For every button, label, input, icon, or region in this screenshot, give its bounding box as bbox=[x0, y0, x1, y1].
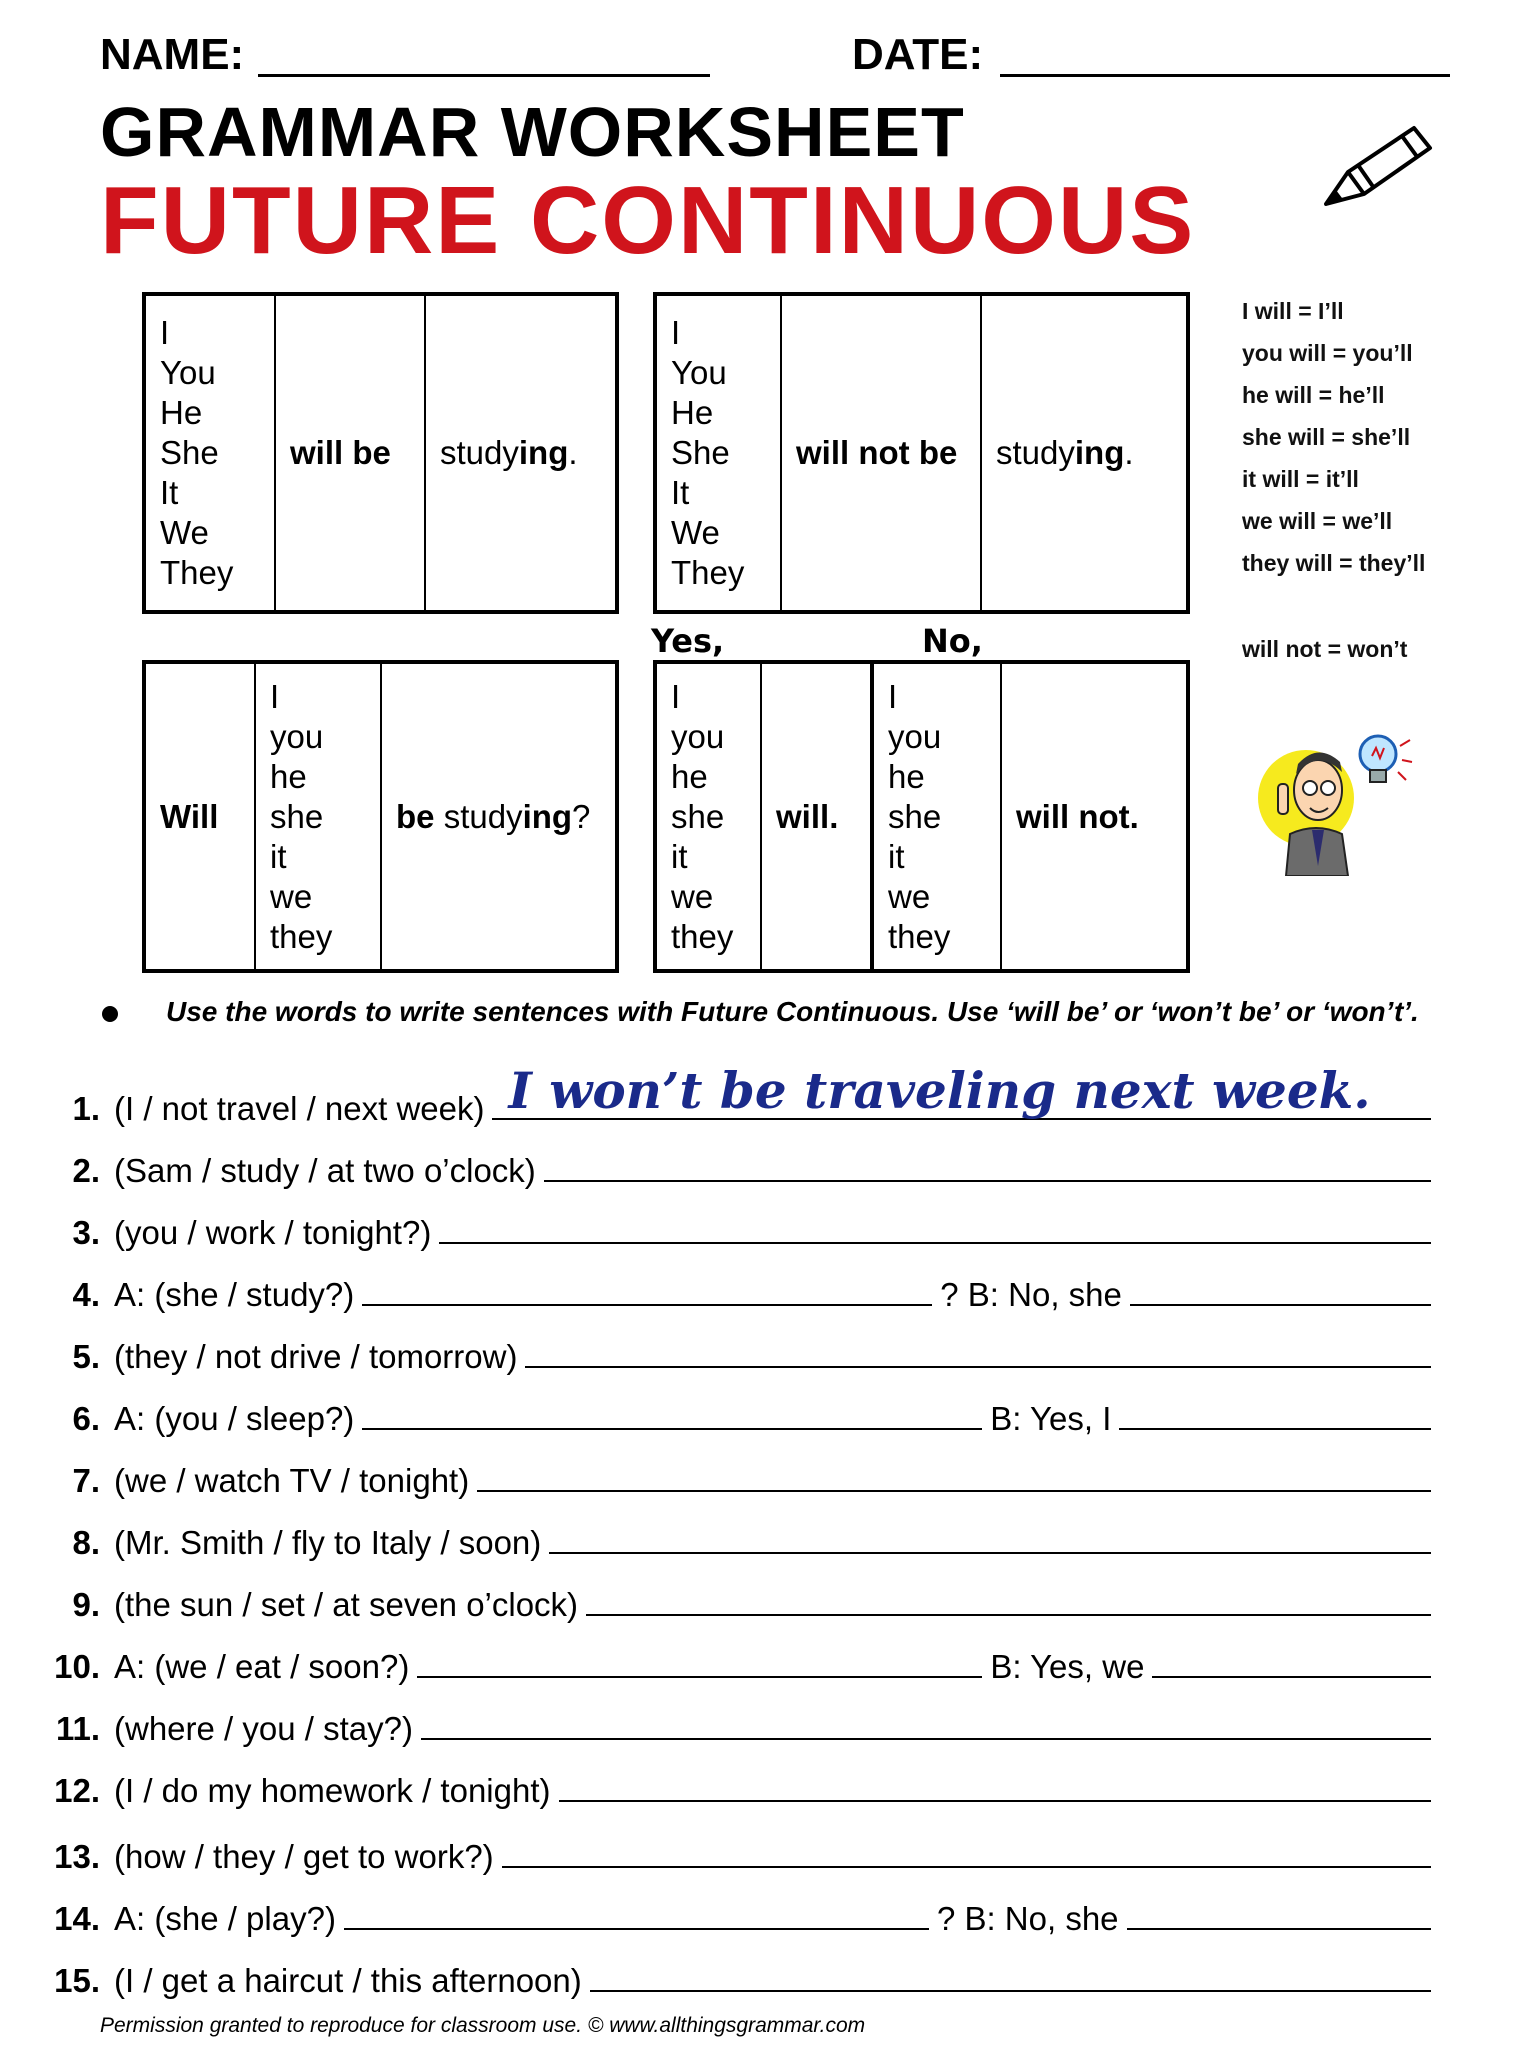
exercise-number: 2. bbox=[72, 1152, 100, 1189]
pronoun: She bbox=[671, 434, 730, 471]
short-answer-blank[interactable] bbox=[1119, 1428, 1431, 1430]
pronoun: I bbox=[671, 677, 681, 715]
footer-text: Permission granted to reproduce for classroom use. © www.allthingsgrammar.com bbox=[100, 2014, 866, 2037]
exercise-prompt: (I / get a haircut / this afternoon) bbox=[114, 1962, 582, 1999]
pronoun: she bbox=[671, 797, 725, 835]
instruction-text: Use the words to write sentences with Future Continuous. Use ‘will be’ or ‘won’t be’ or ‘won’t’. bbox=[166, 996, 1419, 1027]
answer-blank[interactable] bbox=[586, 1614, 1431, 1616]
yes-pronoun-column bbox=[655, 662, 761, 971]
exercise-prompt: (how / they / get to work?) bbox=[114, 1838, 494, 1875]
verb-cell: studying. bbox=[981, 294, 1188, 612]
pronoun: it bbox=[888, 837, 905, 875]
exercise-number: 15. bbox=[54, 1962, 100, 1999]
exercise-item bbox=[38, 1648, 1431, 1686]
exercise-number: 10. bbox=[54, 1648, 100, 1685]
exercise-prompt: (where / you / stay?) bbox=[114, 1710, 413, 1747]
answer-blank[interactable] bbox=[417, 1676, 982, 1678]
pronoun-column bbox=[655, 294, 781, 612]
pronoun: I bbox=[671, 314, 681, 351]
yes-aux-cell: will. bbox=[761, 662, 872, 971]
contraction: you will = you’ll bbox=[1242, 340, 1413, 366]
name-field[interactable] bbox=[258, 74, 710, 77]
exercise-item bbox=[38, 1586, 1431, 1624]
contraction-negative: will not = won’t bbox=[1242, 636, 1408, 662]
exercise-prompt: A: (she / play?) bbox=[114, 1900, 336, 1937]
exercise-prompt: (Mr. Smith / fly to Italy / soon) bbox=[114, 1524, 542, 1561]
date-label: DATE: bbox=[852, 30, 984, 79]
pronoun: It bbox=[671, 474, 690, 511]
exercise-prompt: (I / do my homework / tonight) bbox=[114, 1772, 551, 1809]
yes-label: Yes, bbox=[651, 622, 725, 660]
short-answer-prompt: ? B: No, she bbox=[936, 1900, 1119, 1937]
exercise-number: 6. bbox=[72, 1400, 100, 1437]
contraction: I will = I’ll bbox=[1242, 298, 1344, 324]
pronoun: she bbox=[270, 797, 324, 835]
affirmative-table bbox=[142, 292, 619, 614]
exercise-number: 9. bbox=[72, 1586, 100, 1623]
pronoun: he bbox=[270, 757, 307, 795]
exercise-prompt: A: (she / study?) bbox=[114, 1276, 355, 1313]
contraction: we will = we’ll bbox=[1242, 508, 1393, 534]
answer-blank[interactable] bbox=[544, 1180, 1431, 1182]
pronoun: It bbox=[160, 474, 179, 511]
date-field[interactable] bbox=[1000, 74, 1450, 77]
pronoun: You bbox=[160, 354, 216, 391]
exercise-item bbox=[38, 1152, 1431, 1190]
answer-blank[interactable] bbox=[590, 1990, 1431, 1992]
exercise-item bbox=[38, 1276, 1431, 1314]
exercise-prompt: (you / work / tonight?) bbox=[114, 1214, 432, 1251]
short-answer-prompt: ? B: No, she bbox=[940, 1276, 1122, 1313]
exercise-number: 14. bbox=[54, 1900, 100, 1937]
exercise-prompt: A: (we / eat / soon?) bbox=[114, 1648, 410, 1685]
exercise-number: 3. bbox=[72, 1214, 100, 1251]
pronoun-column bbox=[144, 294, 275, 612]
exercise-number: 7. bbox=[72, 1462, 100, 1499]
pronoun: They bbox=[671, 554, 745, 591]
pronoun-column bbox=[255, 662, 381, 971]
exercise-item bbox=[38, 1838, 1431, 1876]
worksheet-title: GRAMMAR WORKSHEET bbox=[100, 93, 965, 171]
short-answer-blank[interactable] bbox=[1127, 1928, 1431, 1930]
answer-blank[interactable] bbox=[362, 1304, 932, 1306]
answer-blank[interactable] bbox=[525, 1366, 1431, 1368]
verb-cell: studying. bbox=[425, 294, 617, 612]
exercise-prompt: (the sun / set / at seven o’clock) bbox=[114, 1586, 579, 1623]
pronoun: He bbox=[160, 394, 203, 431]
pronoun: they bbox=[888, 917, 951, 955]
short-answers-table bbox=[653, 660, 1190, 973]
exercise-item bbox=[38, 1462, 1431, 1500]
answer-blank[interactable] bbox=[559, 1800, 1432, 1802]
pronoun: she bbox=[888, 797, 942, 835]
answer-blank[interactable] bbox=[362, 1428, 982, 1430]
pronoun: they bbox=[671, 917, 734, 955]
answer-blank[interactable] bbox=[549, 1552, 1431, 1554]
pronoun: He bbox=[671, 394, 714, 431]
pronoun: we bbox=[888, 877, 931, 915]
pronoun: I bbox=[270, 677, 280, 715]
exercise-item bbox=[38, 1338, 1431, 1376]
answer-blank[interactable] bbox=[502, 1866, 1431, 1868]
bullet-icon bbox=[102, 1006, 118, 1022]
aux-cell: will not be bbox=[781, 294, 981, 612]
exercise-prompt: (I / not travel / next week) bbox=[114, 1090, 485, 1127]
exercise-item bbox=[38, 1900, 1431, 1938]
no-aux-cell: will not. bbox=[1001, 662, 1188, 971]
exercise-number: 5. bbox=[72, 1338, 100, 1375]
question-table bbox=[142, 660, 619, 973]
pronoun: you bbox=[671, 717, 725, 755]
exercise-item bbox=[38, 1061, 1431, 1128]
exercise-number: 11. bbox=[55, 1710, 100, 1747]
handwritten-answer: I won’t be traveling next week. bbox=[508, 1061, 1371, 1120]
exercise-number: 13. bbox=[54, 1838, 100, 1875]
negative-table bbox=[653, 292, 1190, 614]
answer-blank[interactable] bbox=[492, 1061, 1431, 1120]
answer-blank[interactable] bbox=[439, 1242, 1431, 1244]
worksheet-subtitle: FUTURE CONTINUOUS bbox=[100, 167, 1196, 274]
exercise-item bbox=[38, 1772, 1431, 1810]
pronoun: they bbox=[270, 917, 333, 955]
pronoun: we bbox=[270, 877, 313, 915]
question-verb-cell: be studying? bbox=[381, 662, 617, 971]
exercise-prompt: (they / not drive / tomorrow) bbox=[114, 1338, 518, 1375]
short-answer-blank[interactable] bbox=[1152, 1676, 1431, 1678]
exercise-number: 1. bbox=[72, 1090, 100, 1127]
exercise-item bbox=[38, 1214, 1431, 1252]
pencil-icon bbox=[1318, 118, 1438, 218]
short-answer-blank[interactable] bbox=[1130, 1304, 1431, 1306]
exercise-number: 12. bbox=[54, 1772, 100, 1809]
pronoun: We bbox=[671, 514, 720, 551]
exercise-prompt: (we / watch TV / tonight) bbox=[114, 1462, 470, 1499]
exercise-item bbox=[38, 1710, 1431, 1748]
exercise-number: 8. bbox=[72, 1524, 100, 1561]
name-label: NAME: bbox=[100, 30, 245, 79]
exercise-item bbox=[38, 1524, 1431, 1562]
answer-blank[interactable] bbox=[344, 1928, 929, 1930]
pronoun: he bbox=[888, 757, 925, 795]
short-answer-prompt: B: Yes, I bbox=[990, 1400, 1112, 1437]
contraction: they will = they’ll bbox=[1242, 550, 1426, 576]
no-pronoun-column bbox=[872, 662, 1001, 971]
pronoun: it bbox=[270, 837, 287, 875]
contraction: he will = he’ll bbox=[1242, 382, 1385, 408]
exercise-item bbox=[38, 1962, 1431, 2000]
teacher-idea-illustration bbox=[1256, 726, 1416, 876]
pronoun: you bbox=[270, 717, 324, 755]
exercise-number: 4. bbox=[72, 1276, 100, 1313]
pronoun: he bbox=[671, 757, 708, 795]
pronoun: we bbox=[671, 877, 714, 915]
contractions-list bbox=[1242, 298, 1425, 592]
aux-cell: will be bbox=[275, 294, 425, 612]
exercise-prompt: (Sam / study / at two o’clock) bbox=[114, 1152, 536, 1189]
contraction: she will = she’ll bbox=[1242, 424, 1411, 450]
pronoun: I bbox=[888, 677, 898, 715]
no-label: No, bbox=[922, 622, 983, 660]
contraction: it will = it’ll bbox=[1242, 466, 1359, 492]
question-aux-cell: Will bbox=[144, 662, 255, 971]
exercise-prompt: A: (you / sleep?) bbox=[114, 1400, 355, 1437]
pronoun: They bbox=[160, 554, 234, 591]
answer-blank[interactable] bbox=[421, 1738, 1431, 1740]
pronoun: you bbox=[888, 717, 942, 755]
pronoun: She bbox=[160, 434, 219, 471]
exercise-item bbox=[38, 1400, 1431, 1438]
short-answer-prompt: B: Yes, we bbox=[990, 1648, 1145, 1685]
answer-blank[interactable] bbox=[477, 1490, 1431, 1492]
pronoun: I bbox=[160, 314, 170, 351]
pronoun: You bbox=[671, 354, 727, 391]
pronoun: it bbox=[671, 837, 688, 875]
pronoun: We bbox=[160, 514, 209, 551]
